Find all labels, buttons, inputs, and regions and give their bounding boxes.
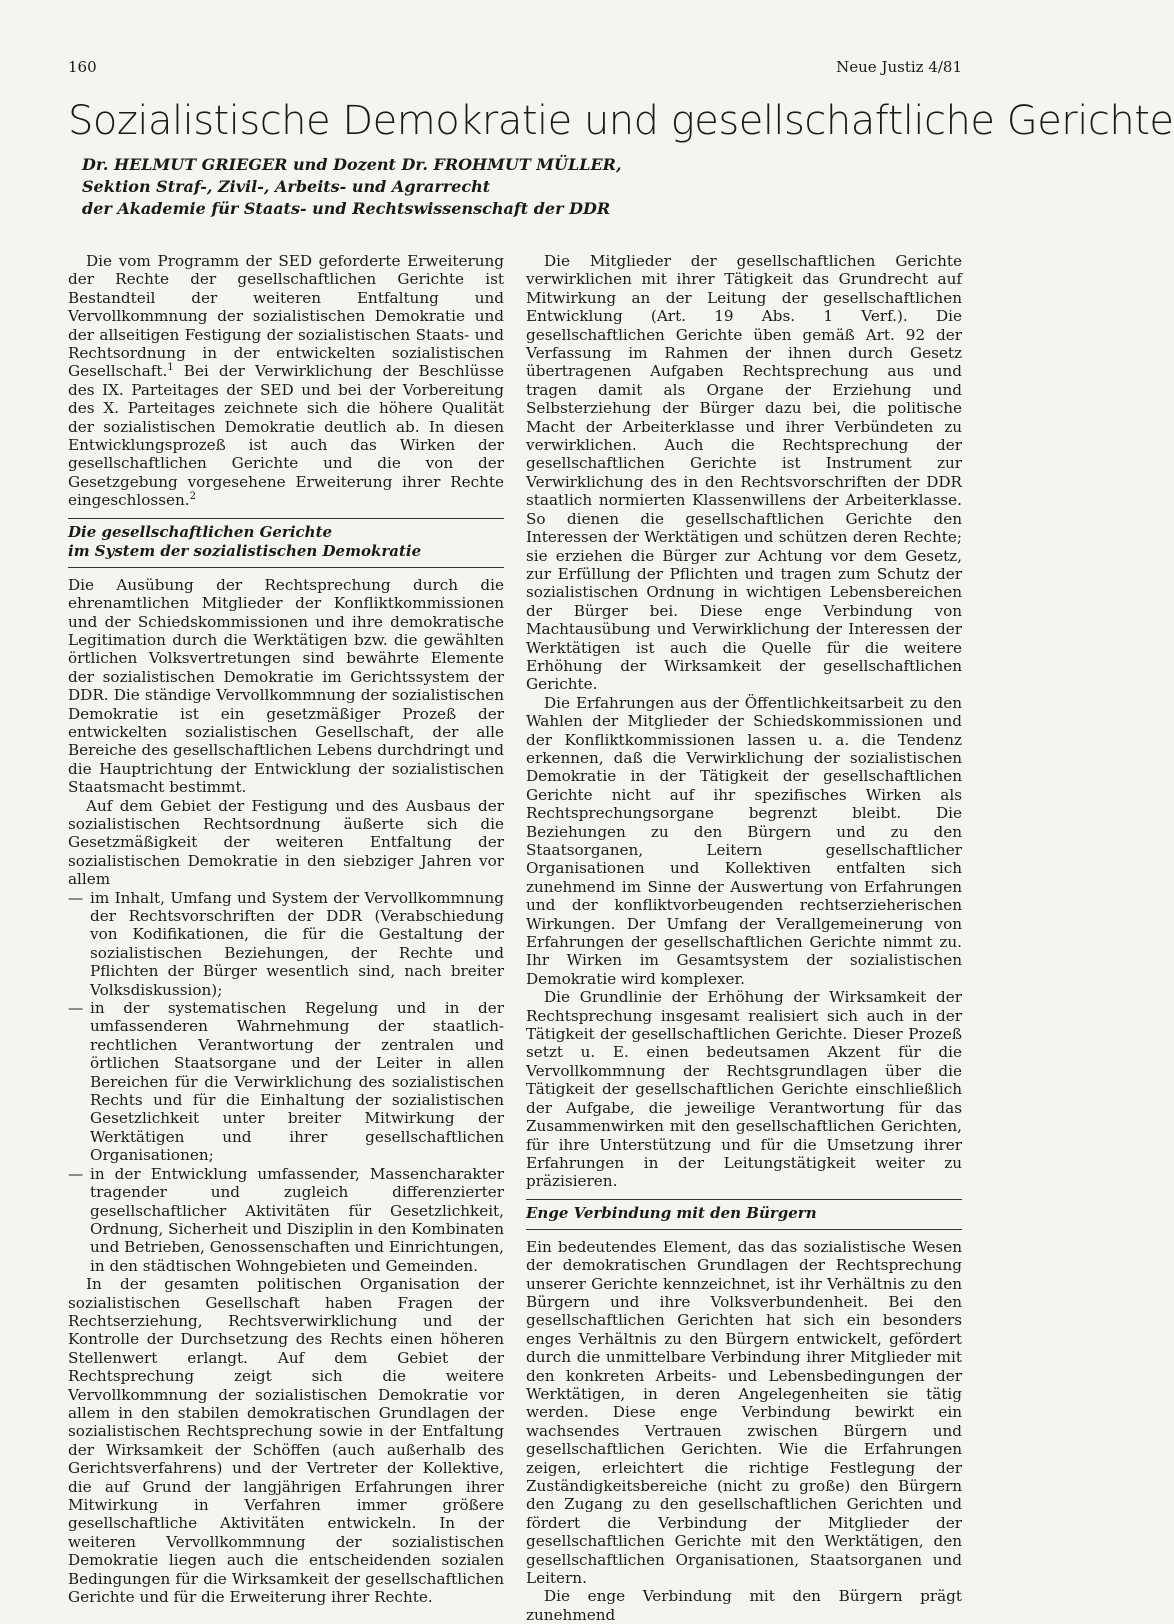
- page-number: 160: [68, 58, 97, 76]
- article-body: [68, 252, 962, 1624]
- paragraph: Auf dem Gebiet der Festigung und des Ausbaus der sozialistischen Rechtsordnung äußerte sich die Gesetzmäßigkeit der weiteren Entfaltung der sozialistischen Demokratie in den siebziger Jahren vor allem: [68, 796, 504, 889]
- paragraph: In der gesamten politischen Organisation der sozialistischen Gesellschaft haben Fragen der Rechtserziehung, Rechtsverwirklichung und der Kontrolle der Durchsetzung des Rechts einen höheren Stellenwert erlangt. Auf dem Gebiet der Rechtsprechung zeigt sich die weitere Vervollkommnung der sozialistischen Demokratie vor allem in den stabilen demokratischen Grundlagen der sozialistischen Rechtsprechung sowie in der Entfaltung der Wirksamkeit der Schöffen (auch außerhalb des Gerichtsverfahrens) und der Vertreter der Kollektive, die auf Grund der langjährigen Erfahrungen ihrer Mitwirkung in Verfahren immer größere gesellschaftliche Aktivitäten entwickeln. In der weiteren Vervollkommnung der sozialistischen Demokratie liegen auch die entscheidenden sozialen Bedingungen für die Wirksamkeit der gesellschaftlichen Gerichte und für die Erweiterung ihrer Rechte.: [68, 1275, 504, 1607]
- paragraph: Die Grundlinie der Erhöhung der Wirksamkeit der Rechtsprechung insgesamt realisiert sich auch in der Tätigkeit der gesellschaftlichen Gerichte. Dieser Prozeß setzt u. E. einen bedeutsamen Akzent für die Vervollkommnung der Rechtsgrundlagen über die Tätigkeit der gesellschaftlichen Gerichte einschließlich der Aufgabe, die jeweilige Verantwortung für das Zusammenwirken mit den gesellschaftlichen Gerichten, für ihre Unterstützung und für die Umsetzung ihrer Erfahrungen in der Leitungstätigkeit weiter zu präzisieren.: [526, 988, 962, 1191]
- section-heading-1: [68, 518, 504, 568]
- paragraph: Die enge Verbindung mit den Bürgern prägt zunehmend: [526, 1587, 962, 1624]
- article-title: Sozialistische Demokratie und gesellschaftliche Gerichte: [68, 98, 1174, 144]
- affiliation-line-1: Sektion Straf-, Zivil-, Arbeits- und Agrarrecht: [82, 177, 491, 196]
- dash-list: [68, 889, 504, 1276]
- section-heading-2: Enge Verbindung mit den Bürgern: [526, 1199, 962, 1230]
- footnote-ref-2: 2: [189, 491, 196, 503]
- intro-paragraph: [68, 252, 504, 510]
- running-head: [68, 58, 962, 84]
- right-column: [526, 252, 962, 1624]
- section-heading-1-line-2: im System der sozialistischen Demokratie: [68, 541, 422, 560]
- paragraph: Ein bedeutendes Element, das das sozialistische Wesen der demokratischen Grundlagen der Rechtsprechung unserer Gerichte kennzeichnet, ist ihr Verhältnis zu den Bürgern und ihre Volksverbundenheit. Bei den gesellschaftlichen Gerichten hat sich ein besonders enges Verhältnis zu den Bürgern entwickelt, gefördert durch die unmittelbare Verbindung ihrer Mitglieder mit den konkreten Arbeits- und Lebensbedingungen der Werktätigen, in deren Angelegenheiten sie tätig werden. Diese enge Verbindung bewirkt ein wachsendes Vertrauen zwischen Bürgern und gesellschaftlichen Gerichten. Wie die Erfahrungen zeigen, erleichtert die richtige Festlegung der Zuständigkeitsbereiche (nicht zu große) den Bürgern den Zugang zu den gesellschaftlichen Gerichten und fördert die Verbindung der Mitglieder der gesellschaftlichen Gerichte mit den Werktätigen, den gesellschaftlichen Organisationen, Staatsorganen und Leitern.: [526, 1237, 962, 1588]
- intro-text-cont: Bei der Verwirklichung der Beschlüsse des IX. Parteitages der SED und bei der Vorbereitung des X. Parteitages zeichnete sich die höhere Qualität der sozialistischen Demokratie deutlich ab. In diesen Entwicklungsprozeß ist auch das Wirken der gesellschaftlichen Gerichte und die von der Gesetzgebung vorgesehene Erweiterung ihrer Rechte eingeschlossen.: [68, 362, 504, 510]
- list-item: — in der systematischen Regelung und in der umfassenderen Wahrnehmung der staatlich-rechtlichen Verantwortung der zentralen und örtlichen Staatsorgane und der Leiter in allen Bereichen für die Verwirklichung des sozialistischen Rechts und für die Einhaltung der sozialistischen Gesetzlichkeit unter breiter Mitwirkung der Werktätigen und ihrer gesellschaftlichen Organisationen;: [68, 999, 504, 1165]
- left-column: [68, 252, 504, 1624]
- list-item: — in der Entwicklung umfassender, Massencharakter tragender und zugleich differenzierter gesellschaftlicher Aktivitäten für Gesetzlichkeit, Ordnung, Sicherheit und Disziplin in den Kombinaten und Betrieben, Genossenschaften und Einrichtungen, in den städtischen Wohngebieten und Gemeinden.: [68, 1165, 504, 1275]
- authors-line: Dr. HELMUT GRIEGER und Dozent Dr. FROHMUT MÜLLER,: [82, 155, 622, 174]
- paragraph: Die Mitglieder der gesellschaftlichen Gerichte verwirklichen mit ihrer Tätigkeit das Grundrecht auf Mitwirkung an der Leitung der gesellschaftlichen Entwicklung (Art. 19 Abs. 1 Verf.). Die gesellschaftlichen Gerichte üben gemäß Art. 92 der Verfassung im Rahmen der ihnen durch Gesetz übertragenen Aufgaben Rechtsprechung aus und tragen damit als Organe der Erziehung und Selbsterziehung der Bürger dazu bei, die politische Macht der Arbeiterklasse und ihrer Verbündeten zu verwirklichen. Auch die Rechtsprechung der gesellschaftlichen Gerichte ist Instrument zur Verwirklichung des in den Rechtsvorschriften der DDR staatlich normierten Klassenwillens der Arbeiterklasse. So dienen die gesellschaftlichen Gerichte den Interessen der Werktätigen und schützen deren Rechte; sie erziehen die Bürger zur Achtung vor dem Gesetz, zur Erfüllung der Pflichten und tragen zum Schutz der sozialistischen Ordnung in wichtigen Lebensbereichen der Bürger bei. Diese enge Verbindung von Machtausübung und Verwirklichung der Interessen der Werktätigen ist auch die Quelle für die weitere Erhöhung der Wirksamkeit der gesellschaftlichen Gerichte.: [526, 252, 962, 694]
- section-heading-1-line-1: Die gesellschaftlichen Gerichte: [68, 522, 333, 541]
- intro-text: Die vom Programm der SED geforderte Erweiterung der Rechte der gesellschaftlichen Gerichte ist Bestandteil der weiteren Entfaltung und Vervollkommnung der sozialistischen Demokratie und der allseitigen Festigung der sozialistischen Staats- und Rechtsordnung in der entwickelten sozialistischen Gesellschaft.: [68, 252, 504, 381]
- list-item: — im Inhalt, Umfang und System der Vervollkommnung der Rechtsvorschriften der DDR (Verabschiedung von Kodifikationen, die für die Gestaltung der sozialistischen Beziehungen, der Rechte und Pflichten der Bürger wesentlich sind, nach breiter Volksdiskussion);: [68, 889, 504, 999]
- footnote-ref-1: 1: [167, 362, 174, 374]
- affiliation-line-2: der Akademie für Staats- und Rechtswissenschaft der DDR: [82, 199, 611, 218]
- author-block: [82, 154, 962, 220]
- paragraph: Die Erfahrungen aus der Öffentlichkeitsarbeit zu den Wahlen der Mitglieder der Schiedskommissionen und der Konfliktkommissionen lassen u. a. die Tendenz erkennen, daß die Verwirklichung der sozialistischen Demokratie in der Tätigkeit der gesellschaftlichen Gerichte nicht auf ihr spezifisches Wirken als Rechtsprechungsorgane begrenzt bleibt. Die Beziehungen zu den Bürgern und zu den Staatsorganen, Leitern gesellschaftlicher Organisationen und Kollektiven entfalten sich zunehmend im Sinne der Auswertung von Erfahrungen und der konfliktvorbeugenden rechtserzieherischen Wirkungen. Der Umfang der Verallgemeinerung von Erfahrungen der gesellschaftlichen Gerichte nimmt zu. Ihr Wirken im Gesamtsystem der sozialistischen Demokratie wird komplexer.: [526, 693, 962, 988]
- paragraph: Die Ausübung der Rechtsprechung durch die ehrenamtlichen Mitglieder der Konfliktkommissionen und der Schiedskommissionen und ihre demokratische Legitimation durch die Werktätigen bzw. die gewählten örtlichen Volksvertretungen sind bewährte Elemente der sozialistischen Demokratie im Gerichtssystem der DDR. Die ständige Vervollkommnung der sozialistischen Demokratie ist ein gesetzmäßiger Prozeß der entwickelten sozialistischen Gesellschaft, der alle Bereiche des gesellschaftlichen Lebens durchdringt und die Hauptrichtung der Entwicklung der sozialistischen Staatsmacht bestimmt.: [68, 575, 504, 797]
- journal-issue: Neue Justiz 4/81: [836, 58, 962, 76]
